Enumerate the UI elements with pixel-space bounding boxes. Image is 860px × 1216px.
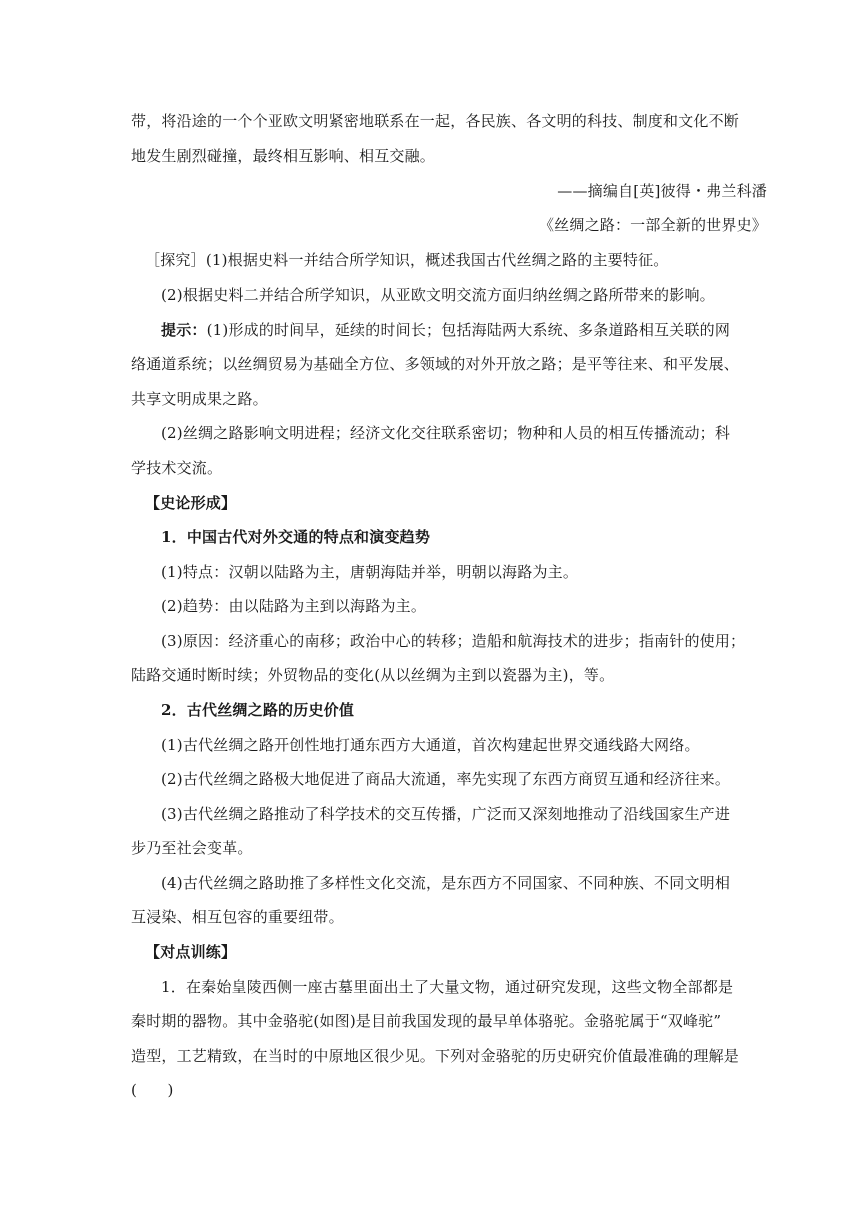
subsection-title: 1．中国古代对外交通的特点和演变趋势: [161, 528, 431, 546]
question-line: 造型，工艺精致，在当时的中原地区很少见。下列对金骆驼的历史研究价值最准确的理解是: [131, 1047, 740, 1065]
paragraph: (3)原因：经济重心的南移；政治中心的转移；造船和航海技术的进步；指南针的使用；: [161, 632, 746, 650]
paragraph: 陆路交通时断时续；外贸物品的变化(从以丝绸为主到以瓷器为主)，等。: [131, 666, 615, 684]
hint-a2-line1: (2)丝绸之路影响文明进程；经济文化交往联系密切；物种和人员的相互传播流动；科: [161, 424, 731, 442]
hint-a2-line2: 学技术交流。: [131, 459, 223, 477]
question-line: 1．在秦始皇陵西侧一座古墓里面出土了大量文物，通过研究发现，这些文物全部都是: [161, 978, 734, 996]
section-heading: 【史论形成】: [145, 494, 237, 512]
paragraph: (1)特点：汉朝以陆路为主，唐朝海陆并举，明朝以海路为主。: [161, 563, 579, 581]
hint-a1-line3: 共享文明成果之路。: [131, 390, 268, 408]
explore-question-1: [145, 250, 750, 270]
source-book: 《丝绸之路：一部全新的世界史》: [538, 216, 767, 234]
hint-a1-line1: (1)形成的时间早，延续的时间长；包括海陆两大系统、多条道路相互关联的网: [206, 321, 731, 339]
hint-answer-1: [161, 320, 766, 340]
section-heading: 【对点训练】: [145, 943, 237, 961]
paragraph: (1)古代丝绸之路开创性地打通东西方大通道，首次构建起世界交通线路大网络。: [161, 736, 700, 754]
explore-label: ［探究］: [145, 251, 206, 269]
paragraph: (2)古代丝绸之路极大地促进了商品大流通，率先实现了东西方商贸互通和经济往来。: [161, 770, 731, 788]
hint-label: 提示：: [161, 321, 207, 339]
subsection-title: 2．古代丝绸之路的历史价值: [161, 701, 355, 719]
paragraph: (4)古代丝绸之路助推了多样性文化交流，是东西方不同国家、不同种族、不同文明相: [161, 874, 731, 892]
answer-blank: ( ): [131, 1081, 174, 1099]
paragraph: 互浸染、相互包容的重要纽带。: [131, 908, 344, 926]
material-text-line: 地发生剧烈碰撞，最终相互影响、相互交融。: [131, 147, 436, 165]
paragraph: 步乃至社会变革。: [131, 839, 253, 857]
paragraph: (3)古代丝绸之路推动了科学技术的交互传播，广泛而又深刻地推动了沿线国家生产进: [161, 805, 731, 823]
explore-question-2: (2)根据史料二并结合所学知识，从亚欧文明交流方面归纳丝绸之路所带来的影响。: [161, 286, 715, 304]
hint-a1-line2: 络通道系统；以丝绸贸易为基础全方位、多领域的对外开放之路；是平等往来、和平发展、: [131, 355, 740, 373]
question-line: 秦时期的器物。其中金骆驼(如图)是目前我国发现的最早单体骆驼。金骆驼属于“双峰驼”: [131, 1012, 722, 1030]
explore-q1-text: (1)根据史料一并结合所学知识，概述我国古代丝绸之路的主要特征。: [205, 251, 669, 269]
material-text-line: 带，将沿途的一个个亚欧文明紧密地联系在一起，各民族、各文明的科技、制度和文化不断: [131, 112, 740, 130]
paragraph: (2)趋势：由以陆路为主到以海路为主。: [161, 597, 427, 615]
source-author: ——摘编自[英]彼得・弗兰科潘: [557, 182, 767, 200]
